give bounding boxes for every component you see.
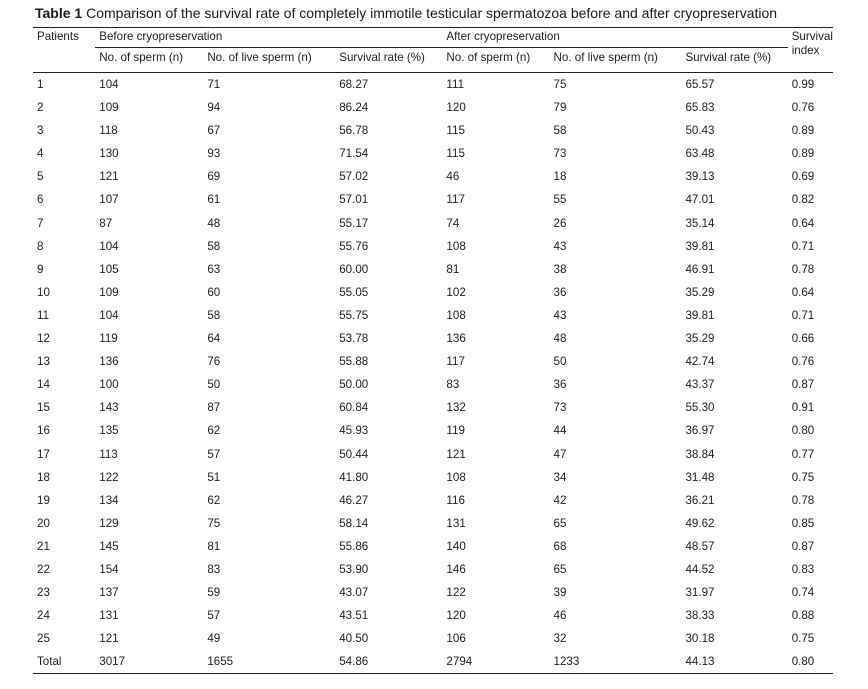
table-row — [33, 466, 833, 489]
cell-before-survival-rate: 53.90 — [339, 562, 369, 576]
cell-before-live-sperm-count: 75 — [207, 516, 221, 530]
cell-survival-index: 0.80 — [791, 424, 815, 438]
cell-after-survival-rate: 39.81 — [685, 308, 715, 322]
table-row — [33, 535, 833, 558]
cell-after-sperm-count: 115 — [446, 124, 465, 138]
cell-before-sperm-count: 3017 — [99, 655, 126, 669]
cell-patient-id: 18 — [37, 470, 50, 484]
cell-after-sperm-count: 121 — [446, 447, 466, 461]
cell-survival-index: 0.82 — [791, 193, 815, 207]
table-row — [33, 489, 833, 512]
cell-before-survival-rate: 45.93 — [339, 424, 369, 438]
cell-after-survival-rate: 36.97 — [685, 424, 715, 438]
cell-after-live-sperm-count: 73 — [553, 401, 567, 415]
cell-survival-index: 0.64 — [791, 285, 815, 299]
table-total-row — [33, 650, 833, 674]
subheader-after-survival-rate: Survival rate (%) — [685, 51, 772, 64]
cell-after-survival-rate: 50.43 — [685, 124, 715, 138]
header-after-cryopreservation: After cryopreservation — [442, 28, 787, 48]
cell-after-survival-rate: 46.91 — [685, 262, 715, 276]
subheader-before-sperm: No. of sperm (n) — [99, 51, 184, 64]
cell-before-survival-rate: 43.07 — [339, 586, 369, 600]
cell-before-sperm-count: 121 — [99, 170, 119, 184]
cell-before-live-sperm-count: 57 — [207, 447, 221, 461]
cell-after-survival-rate: 35.29 — [685, 332, 715, 346]
cell-before-sperm-count: 129 — [99, 516, 119, 530]
cell-after-live-sperm-count: 75 — [553, 78, 567, 91]
cell-before-live-sperm-count: 49 — [207, 632, 221, 646]
cell-after-sperm-count: 111 — [446, 78, 465, 91]
cell-patient-id: 21 — [37, 539, 50, 553]
cell-survival-index: 0.89 — [791, 147, 815, 161]
table-row — [33, 304, 833, 327]
cell-before-sperm-count: 113 — [99, 447, 118, 461]
subheader-after-live-sperm: No. of live sperm (n) — [553, 51, 658, 64]
cell-after-live-sperm-count: 1233 — [553, 655, 580, 669]
cell-after-sperm-count: 83 — [446, 378, 460, 392]
cell-survival-index: 0.87 — [791, 539, 815, 553]
cell-patient-id: 3 — [37, 124, 44, 138]
cell-after-sperm-count: 140 — [446, 539, 466, 553]
header-patients: Patients — [37, 30, 79, 43]
cell-patient-id: 13 — [37, 355, 50, 369]
cell-before-sperm-count: 109 — [99, 285, 119, 299]
cell-before-sperm-count: 119 — [99, 332, 118, 346]
cell-before-live-sperm-count: 50 — [207, 378, 221, 392]
cell-before-sperm-count: 104 — [99, 308, 119, 322]
cell-after-survival-rate: 49.62 — [685, 516, 715, 530]
cell-after-sperm-count: 120 — [446, 609, 466, 623]
cell-before-survival-rate: 55.75 — [339, 308, 369, 322]
cell-before-survival-rate: 41.80 — [339, 470, 369, 484]
cell-after-survival-rate: 65.57 — [685, 78, 715, 91]
cell-patient-id: 8 — [37, 239, 44, 253]
table-row — [33, 396, 833, 419]
cell-after-survival-rate: 35.29 — [685, 285, 715, 299]
cell-before-survival-rate: 57.02 — [339, 170, 369, 184]
cell-before-sperm-count: 87 — [99, 216, 113, 230]
cell-before-live-sperm-count: 67 — [207, 124, 221, 138]
cell-survival-index: 0.88 — [791, 609, 815, 623]
cell-before-sperm-count: 154 — [99, 562, 119, 576]
cell-before-live-sperm-count: 93 — [207, 147, 221, 161]
table-caption — [35, 5, 777, 21]
cell-before-live-sperm-count: 63 — [207, 262, 221, 276]
cell-survival-index: 0.71 — [791, 308, 815, 322]
cell-patient-id: 1 — [37, 78, 44, 91]
cell-after-live-sperm-count: 68 — [553, 539, 567, 553]
cell-after-survival-rate: 31.48 — [685, 470, 715, 484]
cell-before-survival-rate: 40.50 — [339, 632, 369, 646]
cell-survival-index: 0.75 — [791, 632, 815, 646]
cell-after-sperm-count: 116 — [446, 493, 465, 507]
subheader-after-sperm: No. of sperm (n) — [446, 51, 531, 64]
cell-after-live-sperm-count: 50 — [553, 355, 567, 369]
cell-after-sperm-count: 108 — [446, 308, 466, 322]
cell-after-survival-rate: 43.37 — [685, 378, 715, 392]
cell-before-survival-rate: 57.01 — [339, 193, 369, 207]
cell-patient-id: 10 — [37, 285, 50, 299]
cell-patient-id: 12 — [37, 332, 50, 346]
cell-survival-index: 0.80 — [791, 655, 815, 669]
cell-after-survival-rate: 44.52 — [685, 562, 715, 576]
cell-after-sperm-count: 106 — [446, 632, 466, 646]
table-caption-text: Comparison of the survival rate of completely immotile testicular spermatozoa before and after cryopreservation — [86, 5, 778, 21]
cell-patient-id: 15 — [37, 401, 50, 415]
header-survival-index — [788, 28, 833, 73]
cell-patient-id: 19 — [37, 493, 50, 507]
cell-before-live-sperm-count: 57 — [207, 609, 221, 623]
cell-after-live-sperm-count: 73 — [553, 147, 567, 161]
table-row — [33, 581, 833, 604]
cell-after-live-sperm-count: 26 — [553, 216, 567, 230]
cell-before-live-sperm-count: 58 — [207, 308, 221, 322]
cell-before-survival-rate: 55.86 — [339, 539, 369, 553]
cell-after-live-sperm-count: 48 — [553, 332, 567, 346]
cell-after-live-sperm-count: 55 — [553, 193, 567, 207]
cell-after-survival-rate: 47.01 — [685, 193, 715, 207]
table-row — [33, 373, 833, 396]
cell-before-live-sperm-count: 51 — [207, 470, 221, 484]
cell-after-sperm-count: 2794 — [446, 655, 473, 669]
cell-before-live-sperm-count: 1655 — [207, 655, 234, 669]
cell-before-sperm-count: 104 — [99, 78, 119, 91]
cell-after-survival-rate: 36.21 — [685, 493, 715, 507]
cell-before-sperm-count: 143 — [99, 401, 119, 415]
cell-after-survival-rate: 39.81 — [685, 239, 715, 253]
table-row — [33, 419, 833, 442]
cell-after-live-sperm-count: 65 — [553, 516, 567, 530]
cell-after-survival-rate: 38.84 — [685, 447, 715, 461]
cell-survival-index: 0.76 — [791, 101, 815, 115]
cell-before-survival-rate: 54.86 — [339, 655, 369, 669]
cell-survival-index: 0.78 — [791, 262, 815, 276]
cell-patient-id: 22 — [37, 562, 50, 576]
cell-before-sperm-count: 130 — [99, 147, 119, 161]
cell-before-survival-rate: 58.14 — [339, 516, 369, 530]
cell-after-sperm-count: 131 — [446, 516, 466, 530]
table-row — [33, 235, 833, 258]
cell-survival-index: 0.71 — [791, 239, 815, 253]
table-row — [33, 558, 833, 581]
header-before-cryopreservation: Before cryopreservation — [95, 28, 442, 48]
table-row — [33, 96, 833, 119]
cell-after-survival-rate: 55.30 — [685, 401, 715, 415]
table-row — [33, 165, 833, 188]
cell-before-sperm-count: 109 — [99, 101, 119, 115]
table-row — [33, 119, 833, 142]
cell-before-live-sperm-count: 94 — [207, 101, 221, 115]
cell-after-survival-rate: 44.13 — [685, 655, 715, 669]
cell-patient-id: 25 — [37, 632, 50, 646]
cell-before-sperm-count: 121 — [99, 632, 119, 646]
cell-before-live-sperm-count: 58 — [207, 239, 221, 253]
cell-after-sperm-count: 117 — [446, 193, 465, 207]
cell-after-sperm-count: 119 — [446, 424, 465, 438]
cell-before-survival-rate: 68.27 — [339, 78, 369, 91]
cell-after-sperm-count: 132 — [446, 401, 466, 415]
cell-before-survival-rate: 71.54 — [339, 147, 369, 161]
cell-after-live-sperm-count: 58 — [553, 124, 567, 138]
cell-survival-index: 0.89 — [791, 124, 815, 138]
cell-before-survival-rate: 50.00 — [339, 378, 369, 392]
cell-patient-id: 16 — [37, 424, 50, 438]
table-row — [33, 350, 833, 373]
cell-after-sperm-count: 108 — [446, 239, 466, 253]
cell-before-sperm-count: 118 — [99, 124, 118, 138]
cell-after-live-sperm-count: 36 — [553, 285, 567, 299]
cell-before-sperm-count: 137 — [99, 586, 119, 600]
cell-before-live-sperm-count: 87 — [207, 401, 221, 415]
cell-before-survival-rate: 55.76 — [339, 239, 369, 253]
cell-after-survival-rate: 39.13 — [685, 170, 715, 184]
cell-survival-index: 0.76 — [791, 355, 815, 369]
cell-before-live-sperm-count: 62 — [207, 493, 221, 507]
cell-before-live-sperm-count: 81 — [207, 539, 221, 553]
cell-before-sperm-count: 107 — [99, 193, 119, 207]
subheader-before-survival-rate: Survival rate (%) — [339, 51, 425, 64]
cell-before-sperm-count: 136 — [99, 355, 119, 369]
table-row — [33, 604, 833, 627]
cell-survival-index: 0.64 — [791, 216, 815, 230]
cell-patient-id: 5 — [37, 170, 44, 184]
cell-after-survival-rate: 35.14 — [685, 216, 715, 230]
survival-rate-table — [33, 27, 833, 674]
cell-patient-id: 7 — [37, 216, 44, 230]
cell-survival-index: 0.69 — [791, 170, 815, 184]
cell-survival-index: 0.78 — [791, 493, 815, 507]
cell-after-sperm-count: 102 — [446, 285, 466, 299]
cell-before-sperm-count: 105 — [99, 262, 119, 276]
cell-after-survival-rate: 48.57 — [685, 539, 715, 553]
cell-before-sperm-count: 145 — [99, 539, 119, 553]
cell-after-sperm-count: 136 — [446, 332, 466, 346]
table-header — [33, 28, 833, 73]
cell-after-live-sperm-count: 44 — [553, 424, 567, 438]
cell-survival-index: 0.77 — [791, 447, 815, 461]
cell-patient-id: Total — [37, 655, 62, 669]
cell-before-survival-rate: 86.24 — [339, 101, 369, 115]
table-row — [33, 443, 833, 466]
cell-after-live-sperm-count: 43 — [553, 308, 567, 322]
table-row — [33, 281, 833, 304]
subheader-before-live-sperm: No. of live sperm (n) — [207, 51, 312, 64]
cell-before-sperm-count: 134 — [99, 493, 119, 507]
table-row — [33, 212, 833, 235]
table-row — [33, 258, 833, 281]
cell-after-sperm-count: 117 — [446, 355, 465, 369]
cell-before-sperm-count: 131 — [99, 609, 119, 623]
table-row — [33, 142, 833, 165]
cell-survival-index: 0.83 — [791, 562, 815, 576]
cell-before-survival-rate: 55.17 — [339, 216, 369, 230]
cell-after-sperm-count: 146 — [446, 562, 466, 576]
cell-after-survival-rate: 65.83 — [685, 101, 715, 115]
cell-before-survival-rate: 60.84 — [339, 401, 369, 415]
cell-before-survival-rate: 50.44 — [339, 447, 369, 461]
table-caption-label: Table 1 — [35, 5, 83, 21]
cell-survival-index: 0.75 — [791, 470, 815, 484]
cell-after-live-sperm-count: 65 — [553, 562, 567, 576]
cell-before-survival-rate: 46.27 — [339, 493, 369, 507]
cell-before-survival-rate: 56.78 — [339, 124, 369, 138]
cell-after-live-sperm-count: 47 — [553, 447, 567, 461]
table-row — [33, 73, 833, 97]
cell-survival-index: 0.91 — [791, 401, 815, 415]
cell-survival-index: 0.87 — [791, 378, 815, 392]
cell-after-live-sperm-count: 18 — [553, 170, 567, 184]
cell-before-live-sperm-count: 83 — [207, 562, 221, 576]
cell-before-survival-rate: 60.00 — [339, 262, 369, 276]
cell-before-live-sperm-count: 69 — [207, 170, 221, 184]
cell-patient-id: 6 — [37, 193, 44, 207]
cell-before-live-sperm-count: 59 — [207, 586, 221, 600]
header-survival-index-line2: index — [791, 44, 820, 57]
cell-before-survival-rate: 53.78 — [339, 332, 369, 346]
cell-patient-id: 4 — [37, 147, 44, 161]
cell-after-live-sperm-count: 46 — [553, 609, 567, 623]
cell-after-live-sperm-count: 36 — [553, 378, 567, 392]
table-row — [33, 512, 833, 535]
cell-after-sperm-count: 81 — [446, 262, 460, 276]
cell-after-live-sperm-count: 42 — [553, 493, 567, 507]
cell-after-live-sperm-count: 32 — [553, 632, 567, 646]
cell-before-sperm-count: 104 — [99, 239, 119, 253]
cell-patient-id: 11 — [37, 308, 50, 322]
cell-patient-id: 17 — [37, 447, 50, 461]
table-row — [33, 327, 833, 350]
cell-after-survival-rate: 42.74 — [685, 355, 715, 369]
cell-after-survival-rate: 31.97 — [685, 586, 715, 600]
cell-after-live-sperm-count: 38 — [553, 262, 567, 276]
cell-before-sperm-count: 100 — [99, 378, 119, 392]
cell-after-sperm-count: 108 — [446, 470, 466, 484]
cell-before-live-sperm-count: 48 — [207, 216, 221, 230]
cell-survival-index: 0.66 — [791, 332, 815, 346]
cell-before-live-sperm-count: 76 — [207, 355, 221, 369]
cell-after-sperm-count: 115 — [446, 147, 465, 161]
cell-after-survival-rate: 38.33 — [685, 609, 715, 623]
cell-before-sperm-count: 135 — [99, 424, 119, 438]
cell-before-live-sperm-count: 62 — [207, 424, 221, 438]
cell-before-survival-rate: 55.88 — [339, 355, 369, 369]
cell-after-survival-rate: 30.18 — [685, 632, 715, 646]
cell-before-survival-rate: 55.05 — [339, 285, 369, 299]
cell-before-survival-rate: 43.51 — [339, 609, 369, 623]
cell-after-live-sperm-count: 39 — [553, 586, 567, 600]
cell-after-live-sperm-count: 34 — [553, 470, 567, 484]
cell-before-live-sperm-count: 61 — [207, 193, 221, 207]
cell-patient-id: 9 — [37, 262, 44, 276]
cell-survival-index: 0.99 — [791, 78, 815, 91]
cell-patient-id: 2 — [37, 101, 44, 115]
cell-after-sperm-count: 46 — [446, 170, 460, 184]
cell-patient-id: 14 — [37, 378, 50, 392]
table-body — [33, 73, 833, 674]
cell-patient-id: 20 — [37, 516, 50, 530]
header-survival-index-line1: Survival — [791, 30, 833, 43]
cell-before-sperm-count: 122 — [99, 470, 119, 484]
cell-before-live-sperm-count: 60 — [207, 285, 221, 299]
cell-patient-id: 23 — [37, 586, 50, 600]
cell-after-sperm-count: 74 — [446, 216, 460, 230]
cell-after-live-sperm-count: 79 — [553, 101, 567, 115]
cell-patient-id: 24 — [37, 609, 50, 623]
cell-survival-index: 0.74 — [791, 586, 815, 600]
cell-after-live-sperm-count: 43 — [553, 239, 567, 253]
cell-after-sperm-count: 120 — [446, 101, 466, 115]
cell-before-live-sperm-count: 71 — [207, 78, 221, 91]
cell-after-sperm-count: 122 — [446, 586, 466, 600]
cell-survival-index: 0.85 — [791, 516, 815, 530]
table-row — [33, 188, 833, 211]
table-row — [33, 627, 833, 650]
cell-before-live-sperm-count: 64 — [207, 332, 221, 346]
cell-after-survival-rate: 63.48 — [685, 147, 715, 161]
